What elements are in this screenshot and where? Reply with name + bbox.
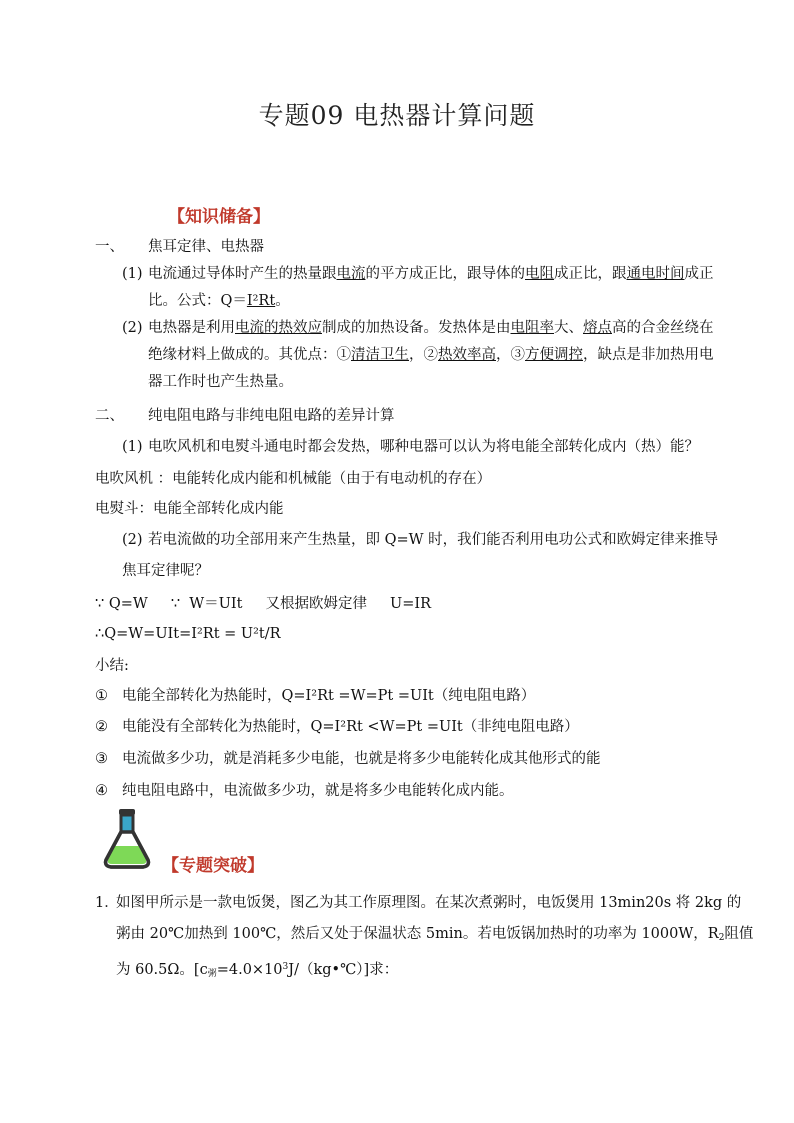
derivation-line2: ∴Q=W=UIt=I²Rt = U²t/R: [95, 626, 281, 642]
flask-icon: [102, 808, 152, 870]
section1-title: 焦耳定律、电热器: [148, 239, 264, 255]
point1-line2: 比。公式：Q＝I²Rt。: [148, 293, 290, 309]
summary1-number: ①: [95, 688, 108, 704]
question2-line1: 若电流做的功全部用来产生热量，即 Q=W 时，我们能否利用电功公式和欧姆定律来推导: [148, 532, 719, 548]
problem1-line2: 粥由 20℃加热到 100℃，然后又处于保温状态 5min。若电饭锅加热时的功率为 1000W，$R_2$阻值: [116, 926, 754, 943]
question2-number: (2): [122, 532, 143, 548]
question1-number: (1): [122, 439, 143, 455]
summary1-text: 电能全部转化为热能时，Q=I²Rt =W=Pt =UIt（纯电阻电路）: [122, 688, 536, 704]
point2-line3: 器工作时也产生热量。: [148, 374, 293, 390]
answer-iron: 电熨斗：电能全部转化成内能: [95, 501, 284, 517]
problem1-line1: 如图甲所示是一款电饭煲，图乙为其工作原理图。在某次煮粥时，电饭煲用 13min20s 将 2kg 的: [116, 895, 742, 911]
answer-hairdryer: 电吹风机 ：电能转化成内能和机械能（由于有电动机的存在）: [95, 471, 492, 487]
point1-number: (1): [122, 266, 143, 282]
question2-line2: 焦耳定律呢？: [122, 563, 209, 579]
problem1-number: 1．: [95, 895, 119, 911]
summary2-number: ②: [95, 719, 108, 735]
summary4-text: 纯电阻电路中，电流做多少功，就是将多少电能转化成内能。: [122, 783, 514, 799]
derivation-line1: ∵ Q=W ∵ W＝UIt 又根据欧姆定律 U=IR: [95, 596, 432, 612]
summary2-text: 电能没有全部转化为热能时，Q=I²Rt <W=Pt =UIt（非纯电阻电路）: [122, 719, 579, 735]
section1-number: 一、: [95, 239, 124, 255]
page-title: 专题09 电热器计算问题: [258, 101, 536, 130]
point1-line1: 电流通过导体时产生的热量跟电流的平方成正比，跟导体的电阻成正比，跟通电时间成正: [148, 266, 714, 282]
knowledge-header: 【知识储备】: [168, 207, 270, 227]
question1-text: 电吹风机和电熨斗通电时都会发热，哪种电器可以认为将电能全部转化成内（热）能？: [148, 439, 699, 455]
breakthrough-header: 【专题突破】: [162, 856, 264, 876]
summary4-number: ④: [95, 783, 108, 799]
section2-number: 二、: [95, 408, 124, 424]
point2-line2: 绝缘材料上做成的。其优点：①清洁卫生，②热效率高，③方便调控，缺点是非加热用电: [148, 347, 714, 363]
point2-number: (2): [122, 320, 143, 336]
section2-title: 纯电阻电路与非纯电阻电路的差异计算: [148, 408, 395, 424]
summary-label: 小结:: [95, 658, 129, 674]
summary3-number: ③: [95, 751, 108, 767]
point2-line1: 电热器是利用电流的热效应制成的加热设备。发热体是由电阻率大、熔点高的合金丝绕在: [148, 320, 714, 336]
summary3-text: 电流做多少功，就是消耗多少电能，也就是将多少电能转化成其他形式的能: [122, 751, 601, 767]
problem1-line3: 为 60.5Ω。$[c_粥=4.0\times 10^3J/(kg•℃)]$求：: [116, 962, 399, 979]
